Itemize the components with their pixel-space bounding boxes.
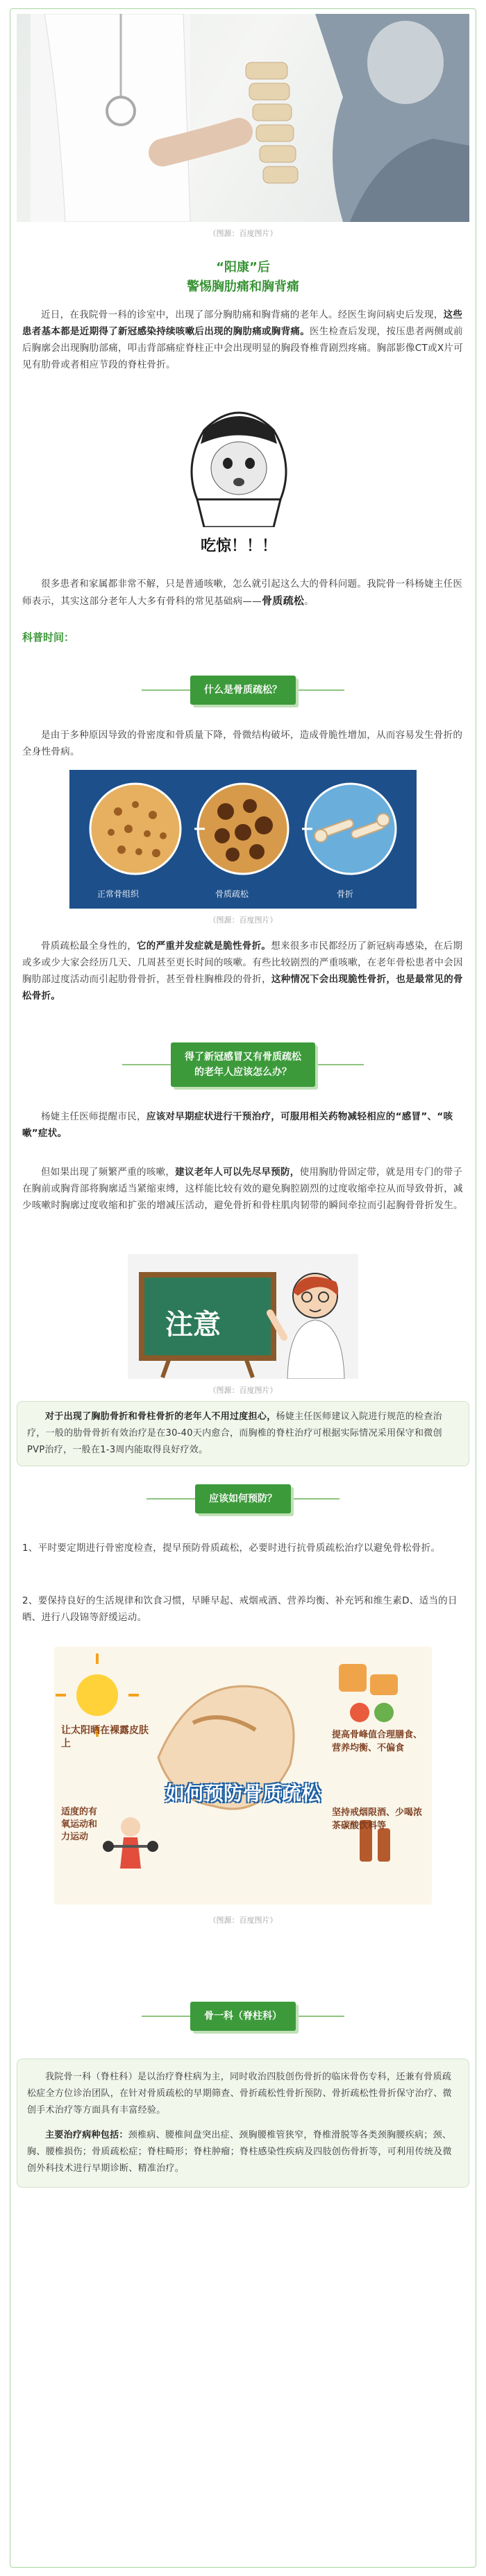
bone-comparison-figure <box>69 770 417 909</box>
prevention-tip-1: 1、平时要定期进行骨密度检查，提早预防骨质疏松，必要时进行抗骨质疏松治疗以避免骨松骨折。 <box>22 1543 441 1554</box>
image-caption: （图源：百度图片） <box>208 1386 278 1395</box>
notice-word: 注意 <box>165 1309 221 1341</box>
poster-tip-exercise: 适度的有氧运动和力运动 <box>61 1807 98 1842</box>
doctor-spine-photo <box>17 14 469 222</box>
science-time-label: 科普时间： <box>22 631 75 644</box>
surprised-meme <box>156 388 322 569</box>
notice-illustration <box>128 1254 358 1379</box>
poster-tip-sun: 让太阳晒在裸露皮肤上 <box>61 1725 149 1749</box>
bone-label-osteoporosis: 骨质疏松 <box>215 889 249 899</box>
osteoporosis-definition: 是由于多种原因导致的骨密度和骨质量下降，骨微结构破坏，造成骨脆性增加，从而容易发生骨折的全身性骨病。 <box>22 730 463 757</box>
prevention-poster <box>54 1647 432 1905</box>
image-caption: （图源：百度图片） <box>208 1916 278 1925</box>
poster-tip-diet: 提高骨峰值合理膳食、营养均衡、不偏食 <box>332 1730 423 1753</box>
rib-belt-paragraph: 但如果出现了频繁严重的咳嗽，建议老年人可以先尽早预防，使用胸肋骨固定带，就是用专门的带子在胸前或胸背部将胸廓适当紧缩束缚，这样能比较有效的避免胸腔剧烈的过度收缩牵拉从而导致骨折，减少咳嗽时胸廓过度收缩和扩张的增减压活动，避免骨折和骨柱肌肉韧带的瞬间牵拉而引起胸骨骨折发生。 <box>22 1167 463 1211</box>
title-line-1: “阳康”后 <box>216 260 270 275</box>
poster-title: 如何预防骨质疏松 <box>165 1782 321 1805</box>
meme-caption: 吃惊！！！ <box>200 538 277 555</box>
department-diseases: 主要治疗病种包括：颈椎病、腰椎间盘突出症、颈胸腰椎管狭窄，脊椎滑脱等各类颈胸腰疾病；颈、胸、腰椎损伤；骨质疏松症；脊柱畸形；脊柱肿瘤；脊柱感染性疾病及四肢创伤骨折等，可利用传统及微创外科技术进行早期诊断、精准治疗。 <box>27 2130 452 2174</box>
bone-label-fracture: 骨折 <box>337 889 354 899</box>
bone-label-normal: 正常骨组织 <box>97 889 140 899</box>
section-heading-covid-osteoporosis: 得了新冠感冒又有骨质疏松 的老年人应该怎么办？ <box>171 1040 315 1089</box>
image-caption: （图源：百度图片） <box>208 229 278 238</box>
treatment-note-text: 对于出现了胸肋骨折和骨柱骨折的老年人不用过度担心，杨婕主任医师建议入院进行规范的检查治疗，一般的肋骨骨折有效治疗是在30-40天内愈合，而胸椎的脊柱治疗可根据实际情况采用保守和微创PVP治疗，一般在1-3周内能取得良好疗效。 <box>27 1411 442 1455</box>
department-intro: 我院骨一科（脊柱科）是以治疗脊柱病为主，同时收治四肢创伤骨折的临床骨伤专科，还兼有骨质疏松症全方位诊治团队，在针对骨质疏松的早期筛查、骨折疏松性骨折预防、骨折疏松性骨折保守治疗、微创手术治疗等方面具有丰富经验。 <box>27 2072 452 2115</box>
fragility-fracture-paragraph: 骨质疏松最全身性的，它的严重并发症就是脆性骨折。想来很多市民都经历了新冠病毒感染，在后期或多或少大家会经历几天、几周甚至更长时间的咳嗽。有些比较剧烈的严重咳嗽，在老年骨松患者中会因胸肋部过度活动而引起肋骨骨折，甚至骨柱胸椎段的骨折，这种情况下会出现脆性骨折，也是最常见的骨松骨折。 <box>22 941 463 1002</box>
article-title <box>17 258 469 297</box>
section-heading-osteoporosis: 什么是骨质疏松？ <box>190 671 296 709</box>
section-heading-department: 骨一科（脊柱科） <box>190 1998 296 2035</box>
image-caption: （图源：百度图片） <box>208 916 278 925</box>
intro-paragraph-2: 很多患者和家属都非常不解，只是普通咳嗽，怎么就引起这么大的骨科问题。我院骨一科杨婕主任医师表示，其实这部分老年人大多有骨科的常见基础病——骨质疏松。 <box>22 578 463 607</box>
early-intervention-paragraph: 杨婕主任医师提醒市民，应该对早期症状进行干预治疗，可服用相关药物减轻相应的“感冒”、“咳嗽”症状。 <box>22 1111 453 1139</box>
treatment-note-box <box>17 1401 469 1466</box>
section-heading-prevention: 应该如何预防？ <box>195 1480 291 1518</box>
prevention-tip-2: 2、要保持良好的生活规律和饮食习惯，早睡早起、戒烟戒酒、营养均衡、补充钙和维生素D、适当的日晒、进行八段锦等舒缓运动。 <box>22 1595 458 1623</box>
title-line-2: 警惕胸肋痛和胸背痛 <box>187 280 299 294</box>
intro-paragraph-1: 近日，在我院骨一科的诊室中，出现了部分胸肋痛和胸背痛的老年人。经医生询问病史后发现，这些患者基本都是近期得了新冠感染持续咳嗽后出现的胸肋痛或胸背痛。医生检查后发现，按压患者两侧或前后胸廓会出现胸肋部痛，叩击背部痛症脊柱正中会出现明显的胸段脊椎背剧烈疼痛。胸部影像CT或X片可见有肋骨或者相应节段的脊柱骨折。 <box>22 309 464 370</box>
poster-tip-lifestyle: 坚持戒烟限酒、少喝浓茶碳酸饮料等 <box>332 1808 423 1831</box>
department-info-box <box>17 2059 469 2188</box>
